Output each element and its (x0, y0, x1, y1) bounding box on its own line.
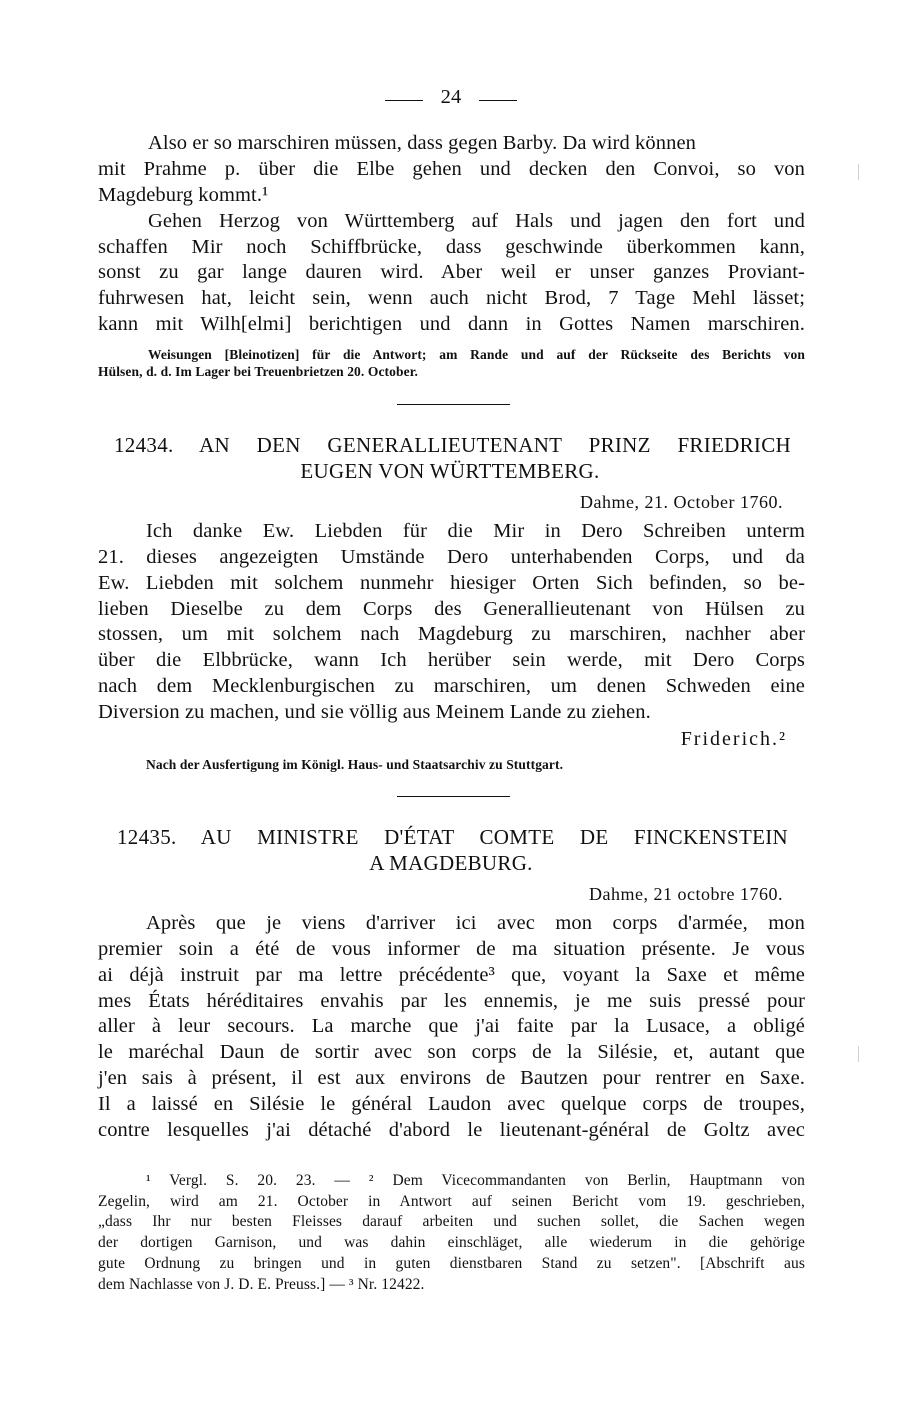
body-line: Magdeburg kommt.¹ (98, 184, 269, 206)
header-dash-left (385, 100, 423, 101)
body-line: Après que je viens d'arriver ici avec mon corps d'armée, mon (146, 912, 805, 934)
body-line: premier soin a été de vous informer de ma situation présente. Je vous (98, 938, 805, 960)
body-line: ai déjà instruit par ma lettre précédente³ que, voyant la Saxe et même (98, 964, 805, 986)
letter-heading: 12435. AU MINISTRE D'ÉTAT COMTE DE FINCKENSTEIN (117, 825, 788, 849)
scan-mark (858, 1046, 859, 1062)
footnote-line: der dortigen Garnison, und was dahin einschläget, alle wiederum in die gehörige (98, 1234, 805, 1251)
body-line: Gehen Herzog von Württemberg auf Hals und jagen den fort und (148, 210, 805, 232)
body-line: schaffen Mir noch Schiffbrücke, dass geschwinde überkommen kann, (98, 236, 805, 258)
body-line: aller à leur secours. La marche que j'ai faite par la Lusace, a obligé (98, 1015, 805, 1037)
place-date: Dahme, 21. October 1760. (580, 492, 783, 512)
source-note: Nach der Ausfertigung im Königl. Haus- und Staatsarchiv zu Stuttgart. (146, 757, 564, 772)
letter-heading: EUGEN VON WÜRTTEMBERG. (300, 459, 600, 483)
body-line: le maréchal Daun de sortir avec son corps de la Silésie, et, autant que (98, 1041, 805, 1063)
body-line: Ew. Liebden mit solchem nunmehr hiesiger Orten Sich befinden, so be- (98, 572, 805, 594)
body-line: fuhrwesen hat, leicht sein, wenn auch nicht Brod, 7 Tage Mehl lässet; (98, 287, 805, 309)
letter-heading: A MAGDEBURG. (369, 851, 533, 875)
section-divider (397, 404, 510, 405)
body-line: nach dem Mecklenburgischen zu marschiren, um denen Schweden eine (98, 675, 805, 697)
body-line: Il a laissé en Silésie le général Laudon avec quelque corps de troupes, (98, 1093, 805, 1115)
page-number: 24 (440, 86, 462, 108)
body-line: contre lesquelles j'ai détaché d'abord le lieutenant-général de Goltz avec (98, 1119, 805, 1141)
body-line: j'en sais à présent, il est aux environs de Bautzen pour rentrer en Saxe. (98, 1067, 805, 1089)
scan-mark (858, 164, 859, 180)
body-line: sonst zu gar lange dauren wird. Aber weil er unser ganzes Proviant- (98, 261, 805, 283)
place-date: Dahme, 21 octobre 1760. (589, 884, 783, 904)
body-line: kann mit Wilh[elmi] berichtigen und dann in Gottes Namen marschiren. (98, 313, 805, 335)
body-line: Also er so marschiren müssen, dass gegen Barby. Da wird können (148, 132, 696, 154)
header-dash-right (479, 100, 517, 101)
body-line: mes États héréditaires envahis par les ennemis, je me suis pressé pour (98, 990, 805, 1012)
body-line: lieben Dieselbe zu dem Corps des Generallieutenant von Hülsen zu (98, 598, 805, 620)
footnote-line: „dass Ihr nur besten Fleisses darauf arbeiten und suchen sollet, die Sachen wegen (98, 1213, 805, 1230)
body-line: stossen, um mit solchem nach Magdeburg zu marschiren, nachher aber (98, 623, 805, 645)
body-line: 21. dieses angezeigten Umstände Dero unterhabenden Corps, und da (98, 546, 805, 568)
footnote-line: ¹ Vergl. S. 20. 23. — ² Dem Vicecommandanten von Berlin, Hauptmann von (146, 1172, 805, 1189)
letter-heading: 12434. AN DEN GENERALLIEUTENANT PRINZ FRIEDRICH (114, 433, 791, 457)
section-divider (397, 796, 510, 797)
body-line: über die Elbbrücke, wann Ich herüber sein werde, mit Dero Corps (98, 649, 805, 671)
editorial-note: Hülsen, d. d. Im Lager bei Treuenbrietzen 20. October. (98, 364, 419, 379)
body-line: Diversion zu machen, und sie völlig aus Meinem Lande zu ziehen. (98, 701, 651, 723)
body-line: Ich danke Ew. Liebden für die Mir in Dero Schreiben unterm (146, 520, 805, 542)
footnote-line: gute Ordnung zu bringen und in guten dienstbaren Stand zu setzen". [Abschrift aus (98, 1255, 805, 1272)
signature: Friderich.² (680, 728, 787, 750)
footnote-line: Zegelin, wird am 21. October in Antwort auf seinen Bericht vom 19. geschrieben, (98, 1193, 805, 1210)
editorial-note: Weisungen [Bleinotizen] für die Antwort; am Rande und auf der Rückseite des Berichts von (148, 347, 805, 362)
footnote-line: dem Nachlasse von J. D. E. Preuss.] — ³ Nr. 12422. (98, 1276, 425, 1293)
body-line: mit Prahme p. über die Elbe gehen und decken den Convoi, so von (98, 158, 805, 180)
